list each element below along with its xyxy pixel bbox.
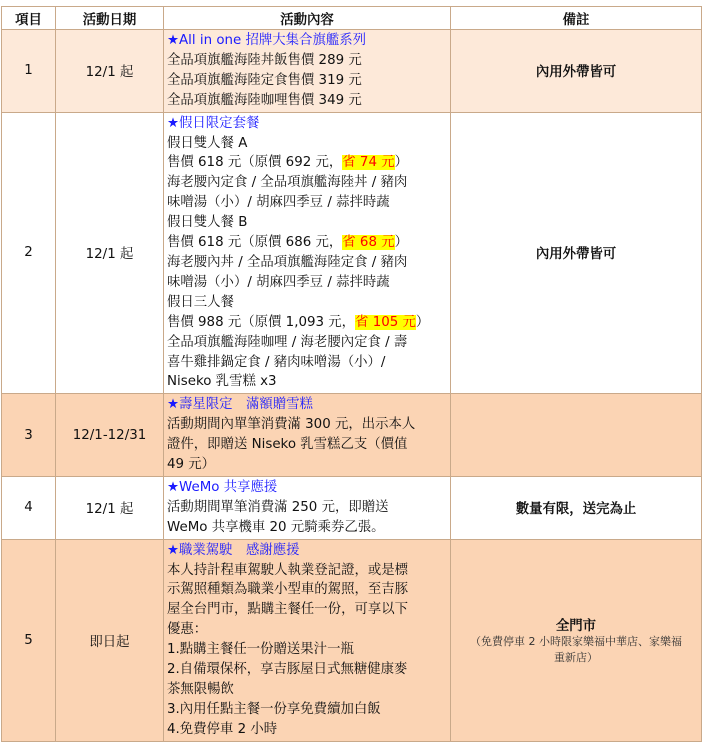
content-line: 活動期間單筆消費滿 250 元，即贈送	[167, 499, 389, 515]
price-line	[167, 233, 447, 253]
row-number: 1	[2, 30, 56, 113]
row-number: 4	[2, 476, 56, 539]
row-note	[451, 539, 702, 741]
header-row	[2, 7, 702, 30]
row-note: 內用外帶皆可	[451, 112, 702, 394]
promotion-table	[1, 6, 702, 742]
content-line: 海老腰內丼 / 全品項旗艦海陸定食 / 豬肉	[167, 254, 408, 270]
row-note: 數量有限，送完為止	[451, 476, 702, 539]
content-line: 證件，即贈送 Niseko 乳雪糕乙支（價值	[167, 437, 408, 453]
promo-title: ★WeMo 共享應援	[167, 479, 278, 495]
promo-title: ★壽星限定 滿額贈雪糕	[167, 397, 313, 413]
content-line: 全品項旗艦海陸咖哩售價 349 元	[167, 92, 362, 108]
content-line: 茶無限暢飲	[167, 682, 234, 697]
row-date: 12/1 起	[56, 476, 164, 539]
saving-highlight: 省 74 元	[342, 155, 395, 171]
content-line: 全品項旗艦海陸定食售價 319 元	[167, 72, 362, 88]
content-line: 優惠：	[167, 622, 208, 638]
content-line: 示駕照種類為職業小型車的駕照，至吉豚	[167, 582, 409, 598]
content-line: 2.自備環保杯，享吉豚屋日式無糖健康麥	[167, 662, 408, 678]
row-content	[164, 476, 451, 539]
content-line: 喜牛雞排鍋定食 / 豬肉味噌湯（小）/	[167, 354, 386, 370]
close-paren: ）	[415, 314, 430, 330]
price-text: 售價 618 元（原價 686 元，	[167, 235, 343, 251]
header-note: 備註	[451, 7, 702, 30]
content-line: 3.內用任點主餐一份享免費續加白飯	[167, 701, 381, 717]
content-line: 屋全台門市，點購主餐任一份，可享以下	[167, 602, 409, 618]
row-content	[164, 30, 451, 113]
content-line: Niseko 乳雪糕 x3	[167, 374, 277, 390]
content-line: 假日雙人餐 A	[167, 135, 248, 151]
row-content	[164, 394, 451, 477]
price-text: 售價 618 元（原價 692 元，	[167, 155, 343, 171]
saving-highlight: 省 68 元	[342, 235, 395, 251]
price-line	[167, 153, 447, 173]
table-row	[2, 539, 702, 741]
note-main: 全門市	[555, 618, 597, 634]
row-date: 12/1-12/31	[56, 394, 164, 477]
table-row	[2, 30, 702, 113]
row-content	[164, 539, 451, 741]
content-line: 假日三人餐	[167, 294, 234, 310]
row-note	[451, 394, 702, 477]
price-line	[167, 313, 447, 333]
row-note: 內用外帶皆可	[451, 30, 702, 113]
content-line: 1.點購主餐任一份贈送果汁一瓶	[167, 642, 354, 658]
promo-title: ★假日限定套餐	[167, 115, 260, 131]
content-line: 4.免費停車 2 小時	[167, 721, 278, 737]
content-line: 全品項旗艦海陸丼飯售價 289 元	[167, 52, 362, 68]
row-date: 12/1 起	[56, 112, 164, 394]
content-line: 味噌湯（小）/ 胡麻四季豆 / 蒜拌時蔬	[167, 274, 390, 290]
row-number: 5	[2, 539, 56, 741]
header-item-no: 項目	[2, 7, 56, 30]
content-line: 假日雙人餐 B	[167, 215, 248, 231]
saving-highlight: 省 105 元	[355, 314, 416, 330]
table-row	[2, 394, 702, 477]
table-row	[2, 112, 702, 394]
content-line: 味噌湯（小）/ 胡麻四季豆 / 蒜拌時蔬	[167, 195, 390, 211]
promo-title: ★職業駕駛 感謝應援	[167, 542, 300, 558]
promo-title: ★All in one 招牌大集合旗艦系列	[167, 33, 367, 48]
row-number: 2	[2, 112, 56, 394]
content-line: 全品項旗艦海陸咖哩 / 海老腰內定食 / 壽	[167, 334, 408, 350]
row-content	[164, 112, 451, 394]
header-content: 活動內容	[164, 7, 451, 30]
content-line: 本人持計程車駕駛人執業登記證，或是標	[167, 562, 409, 578]
note-sub: （免費停車 2 小時限家樂福中華店、家樂福重新店）	[470, 634, 682, 664]
header-date: 活動日期	[56, 7, 164, 30]
table-row	[2, 476, 702, 539]
row-date: 12/1 起	[56, 30, 164, 113]
content-line: 49 元）	[167, 457, 216, 473]
close-paren: ）	[394, 155, 409, 171]
content-line: 海老腰內定食 / 全品項旗艦海陸丼 / 豬肉	[167, 175, 408, 191]
content-line: 活動期間內單筆消費滿 300 元，出示本人	[167, 417, 416, 433]
row-date: 即日起	[56, 539, 164, 741]
content-line: WeMo 共享機車 20 元騎乘券乙張。	[167, 519, 385, 535]
close-paren: ）	[394, 235, 409, 251]
price-text: 售價 988 元（原價 1,093 元，	[167, 314, 356, 330]
row-number: 3	[2, 394, 56, 477]
